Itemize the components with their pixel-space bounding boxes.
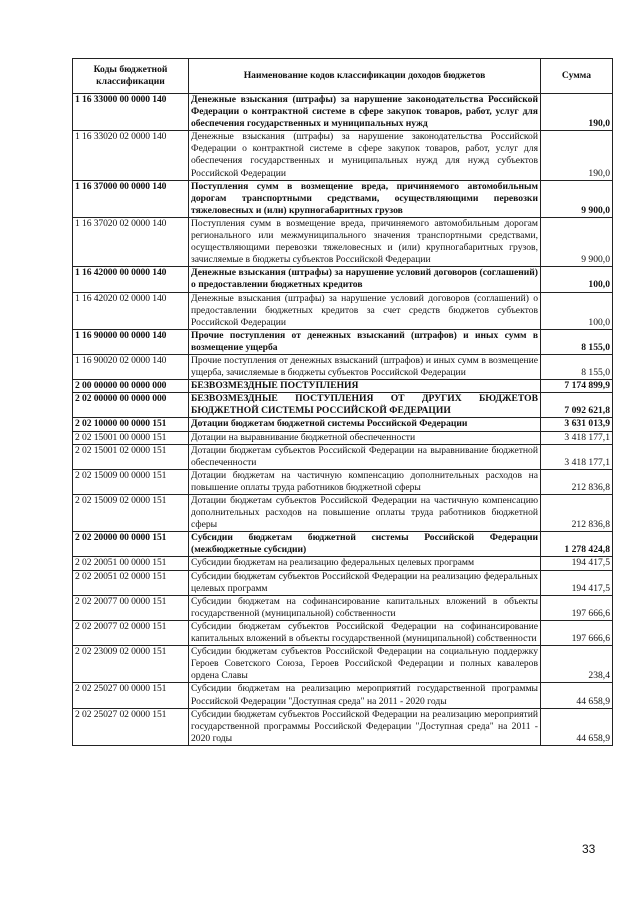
row-sum: 9 900,0 (541, 217, 613, 266)
row-name: Поступления сумм в возмещение вреда, причиняемого автомобильным дорогам транспортными средствами, осуществляющими перевозки тяжеловесных и (или) крупногабаритных грузов (189, 180, 541, 217)
row-sum: 212 836,8 (541, 469, 613, 494)
row-code: 1 16 42020 02 0000 140 (73, 292, 189, 329)
table-row (73, 495, 613, 532)
row-code: 2 02 20077 02 0000 151 (73, 620, 189, 645)
row-code: 1 16 42000 00 0000 140 (73, 267, 189, 292)
table-row (73, 683, 613, 708)
row-code: 2 02 20051 00 0000 151 (73, 557, 189, 570)
row-sum: 197 666,6 (541, 620, 613, 645)
header-name: Наименование кодов классификации доходов бюджетов (189, 59, 541, 94)
table-body (73, 94, 613, 746)
header-sum: Сумма (541, 59, 613, 94)
row-name: Денежные взыскания (штрафы) за нарушение законодательства Российской Федерации о контрактной системе в сфере закупок товаров, работ, услуг для обеспечения государственных и муниципальных нужд для нужд субъектов Российской Федерации (189, 131, 541, 180)
row-sum: 3 418 177,1 (541, 444, 613, 469)
page-number: 33 (582, 842, 596, 856)
table-row (73, 418, 613, 431)
row-sum: 8 155,0 (541, 329, 613, 354)
row-name: Субсидии бюджетам бюджетной системы Российской Федерации (межбюджетные субсидии) (189, 532, 541, 557)
row-name: Прочие поступления от денежных взысканий (штрафов) и иных сумм в возмещение ущерба, зачисляемые в бюджеты субъектов Российской Федерации (189, 354, 541, 379)
table-row (73, 180, 613, 217)
row-name: Субсидии бюджетам на софинансирование капитальных вложений в объекты государственной (муниципальной) собственности (189, 595, 541, 620)
row-name: Дотации бюджетам субъектов Российской Федерации на частичную компенсацию дополнительных расходов на повышение оплаты труда работников бюджетной сферы (189, 495, 541, 532)
row-sum: 44 658,9 (541, 683, 613, 708)
row-sum: 194 417,5 (541, 557, 613, 570)
row-sum: 7 174 899,9 (541, 380, 613, 393)
row-sum: 100,0 (541, 292, 613, 329)
row-sum: 44 658,9 (541, 708, 613, 745)
row-name: Дотации бюджетам на частичную компенсацию дополнительных расходов на повышение оплаты труда работников бюджетной сферы (189, 469, 541, 494)
row-sum: 194 417,5 (541, 570, 613, 595)
row-name: Субсидии бюджетам субъектов Российской Федерации на реализацию мероприятий государственной программы Российской Федерации "Доступная среда" на 2011 - 2020 годы (189, 708, 541, 745)
row-sum: 3 418 177,1 (541, 431, 613, 444)
table-row (73, 131, 613, 180)
table-row (73, 532, 613, 557)
row-name: Субсидии бюджетам субъектов Российской Федерации на реализацию федеральных целевых программ (189, 570, 541, 595)
table-row (73, 431, 613, 444)
table-row (73, 393, 613, 418)
row-sum: 212 836,8 (541, 495, 613, 532)
table-row (73, 329, 613, 354)
row-code: 2 02 20077 00 0000 151 (73, 595, 189, 620)
row-name: Прочие поступления от денежных взысканий (штрафов) и иных сумм в возмещение ущерба (189, 329, 541, 354)
row-code: 2 02 15001 02 0000 151 (73, 444, 189, 469)
table-row (73, 444, 613, 469)
row-code: 1 16 37000 00 0000 140 (73, 180, 189, 217)
row-name: Денежные взыскания (штрафы) за нарушение законодательства Российской Федерации о контрактной системе в сфере закупок товаров, работ, услуг для обеспечения государственных и муниципальных нужд (189, 94, 541, 131)
row-name: Поступления сумм в возмещение вреда, причиняемого автомобильным дорогам регионального или межмуниципального значения транспортными средствами, осуществляющими перевозки тяжеловесных и (или) крупногабаритных грузов, зачисляемые в бюджеты субъектов Российской Федерации (189, 217, 541, 266)
table-row (73, 646, 613, 683)
table-row (73, 380, 613, 393)
row-name: Денежные взыскания (штрафы) за нарушение условий договоров (соглашений) о предоставлении бюджетных кредитов (189, 267, 541, 292)
revenue-classification-table (72, 58, 613, 746)
row-sum: 3 631 013,9 (541, 418, 613, 431)
table-row (73, 557, 613, 570)
table-row (73, 708, 613, 745)
table-row (73, 292, 613, 329)
table-row (73, 595, 613, 620)
table-header-row (73, 59, 613, 94)
row-name: Субсидии бюджетам субъектов Российской Федерации на софинансирование капитальных вложений в объекты государственной (муниципальной) собственности (189, 620, 541, 645)
row-code: 2 02 10000 00 0000 151 (73, 418, 189, 431)
row-code: 1 16 90000 00 0000 140 (73, 329, 189, 354)
row-code: 2 02 20000 00 0000 151 (73, 532, 189, 557)
row-name: БЕЗВОЗМЕЗДНЫЕ ПОСТУПЛЕНИЯ (189, 380, 541, 393)
row-name: Денежные взыскания (штрафы) за нарушение условий договоров (соглашений) о предоставлении бюджетных кредитов за счет средств бюджетов субъектов Российской Федерации (189, 292, 541, 329)
table-row (73, 267, 613, 292)
row-code: 2 00 00000 00 0000 000 (73, 380, 189, 393)
row-sum: 7 092 621,8 (541, 393, 613, 418)
row-name: Субсидии бюджетам субъектов Российской Федерации на социальную поддержку Героев Советского Союза, Героев Российской Федерации и полных кавалеров ордена Славы (189, 646, 541, 683)
row-code: 2 02 15009 00 0000 151 (73, 469, 189, 494)
row-code: 1 16 90020 02 0000 140 (73, 354, 189, 379)
row-sum: 9 900,0 (541, 180, 613, 217)
row-code: 2 02 15001 00 0000 151 (73, 431, 189, 444)
row-name: Дотации бюджетам бюджетной системы Российской Федерации (189, 418, 541, 431)
row-sum: 8 155,0 (541, 354, 613, 379)
row-code: 2 02 15009 02 0000 151 (73, 495, 189, 532)
header-code: Коды бюджетной классификации (73, 59, 189, 94)
row-name: БЕЗВОЗМЕЗДНЫЕ ПОСТУПЛЕНИЯ ОТ ДРУГИХ БЮДЖЕТОВ БЮДЖЕТНОЙ СИСТЕМЫ РОССИЙСКОЙ ФЕДЕРАЦИИ (189, 393, 541, 418)
row-sum: 1 278 424,8 (541, 532, 613, 557)
row-name: Дотации бюджетам субъектов Российской Федерации на выравнивание бюджетной обеспеченности (189, 444, 541, 469)
row-name: Субсидии бюджетам на реализацию мероприятий государственной программы Российской Федерации "Доступная среда" на 2011 - 2020 годы (189, 683, 541, 708)
table-row (73, 217, 613, 266)
row-code: 1 16 33000 00 0000 140 (73, 94, 189, 131)
row-code: 2 02 00000 00 0000 000 (73, 393, 189, 418)
row-code: 1 16 37020 02 0000 140 (73, 217, 189, 266)
table-row (73, 620, 613, 645)
row-sum: 100,0 (541, 267, 613, 292)
table-row (73, 94, 613, 131)
row-sum: 238,4 (541, 646, 613, 683)
row-code: 2 02 25027 00 0000 151 (73, 683, 189, 708)
row-code: 2 02 20051 02 0000 151 (73, 570, 189, 595)
row-code: 1 16 33020 02 0000 140 (73, 131, 189, 180)
row-code: 2 02 23009 02 0000 151 (73, 646, 189, 683)
row-sum: 190,0 (541, 131, 613, 180)
table-row (73, 570, 613, 595)
row-name: Дотации на выравнивание бюджетной обеспеченности (189, 431, 541, 444)
row-sum: 197 666,6 (541, 595, 613, 620)
row-code: 2 02 25027 02 0000 151 (73, 708, 189, 745)
row-name: Субсидии бюджетам на реализацию федеральных целевых программ (189, 557, 541, 570)
row-sum: 190,0 (541, 94, 613, 131)
table-row (73, 469, 613, 494)
table-row (73, 354, 613, 379)
